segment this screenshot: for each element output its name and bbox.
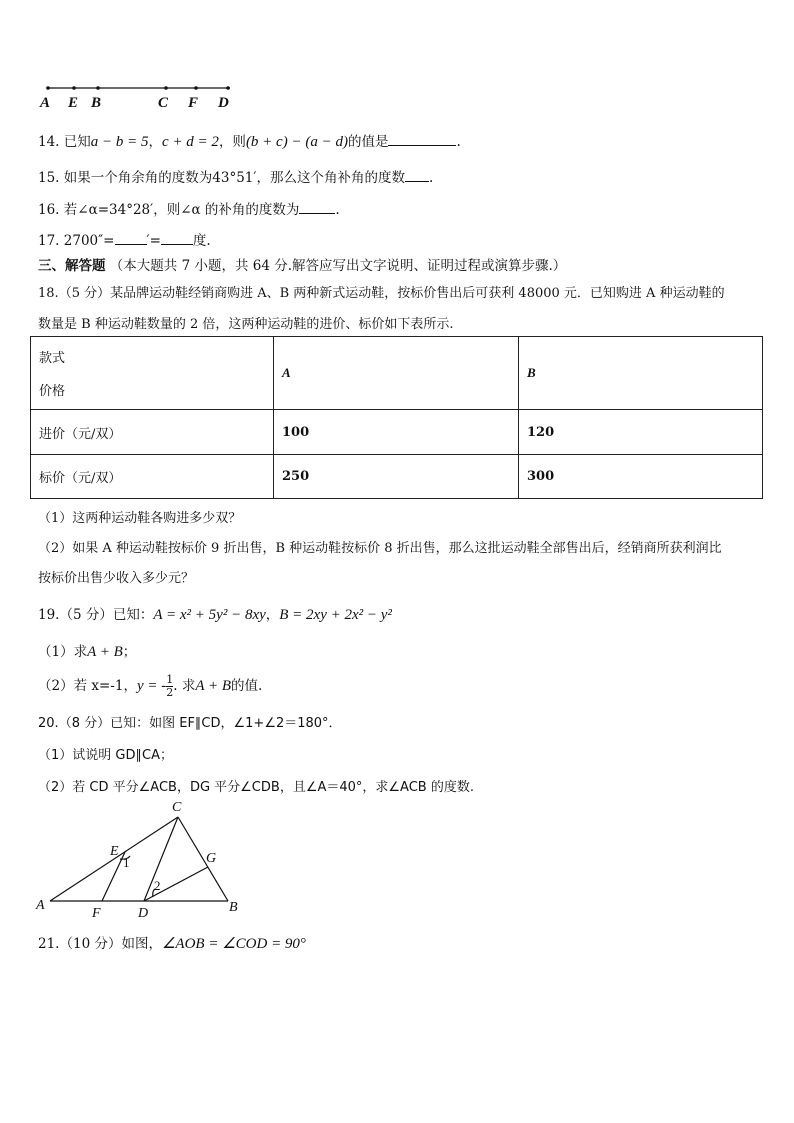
label-b: B <box>229 900 238 915</box>
question-18-sub-2-line-1 <box>38 537 722 556</box>
question-text: 某品牌运动鞋经销商购进 A、B 两种新式运动鞋，按标价售出后可获利 48000 元．已知购进 A 种运动鞋的 <box>110 286 725 301</box>
question-17 <box>38 229 211 249</box>
point-d-label: D <box>218 95 229 111</box>
table-corner-cell <box>31 337 274 410</box>
expression: A + B <box>87 644 123 660</box>
answer-blank[interactable] <box>405 167 429 182</box>
question-19-sub-1 <box>38 640 136 661</box>
fraction-denominator: 2 <box>166 686 174 699</box>
triangle-figure <box>30 798 250 922</box>
period: . <box>456 134 461 150</box>
point-a-dot <box>46 86 50 90</box>
question-score: （5 分） <box>58 286 111 301</box>
question-text: ′= <box>146 233 161 249</box>
y-value: y = - <box>136 678 167 694</box>
column-header-a: A <box>274 337 519 410</box>
label-angle-2: 2 <box>154 878 161 893</box>
question-number: 18. <box>38 286 59 301</box>
period: . <box>428 170 434 186</box>
question-20-sub-2 <box>38 776 474 795</box>
question-text: 若∠α=34°28′，则∠α 的补角的度数为 <box>63 202 300 218</box>
column-header-b: B <box>519 337 763 410</box>
price-table <box>30 336 763 499</box>
question-text: 如图， <box>121 936 162 952</box>
point-c-label: C <box>158 95 169 111</box>
label-e: E <box>110 844 119 859</box>
table-header-row <box>31 337 763 410</box>
question-number: 16. <box>38 202 60 218</box>
sub-question-text: （1）试说明 GD∥CA； <box>38 748 173 763</box>
sub-question-text: . 求 <box>173 678 196 694</box>
question-16 <box>38 198 340 218</box>
question-text: 度. <box>192 233 211 249</box>
question-number: 21. <box>38 936 60 952</box>
question-18-sub-1 <box>38 507 241 526</box>
question-14 <box>38 130 461 151</box>
section-heading <box>38 254 566 274</box>
section-title: 三、解答题 <box>38 258 106 274</box>
header-price-label: 价格 <box>39 384 66 399</box>
point-a-label: A <box>40 95 51 111</box>
number-line-figure <box>38 80 248 112</box>
point-e-dot <box>72 86 76 90</box>
sub-question-text: （2）如果 A 种运动鞋按标价 9 折出售，B 种运动鞋按标价 8 折出售，那么这批运动鞋全部售出后，经销商所获利润比 <box>38 541 722 556</box>
label-f: F <box>92 906 101 921</box>
question-18-line-2 <box>38 313 454 332</box>
point-b-dot <box>96 86 100 90</box>
question-text: 已知 <box>63 134 91 150</box>
point-d-dot <box>226 86 230 90</box>
point-f-dot <box>194 86 198 90</box>
question-text: 数量是 B 种运动鞋数量的 2 倍，这两种运动鞋的进价、标价如下表所示. <box>38 317 454 332</box>
question-20 <box>38 712 342 731</box>
sub-question-text: （1）这两种运动鞋各购进多少双？ <box>38 511 242 526</box>
point-f-label: F <box>188 95 199 111</box>
question-number: 20. <box>38 716 59 731</box>
table-row <box>31 455 763 499</box>
question-20-sub-1 <box>38 744 173 763</box>
answer-blank-minutes[interactable] <box>115 230 147 245</box>
question-number: 15. <box>38 170 60 186</box>
label-angle-1: 1 <box>123 855 130 870</box>
question-text: 已知： <box>112 607 154 623</box>
question-number: 19. <box>38 607 60 623</box>
section-note: （本大题共 7 小题，共 64 分.解答应写出文字说明、证明过程或演算步骤.） <box>109 258 567 274</box>
question-text: 的值是 <box>347 134 389 150</box>
cell-value: 250 <box>274 455 519 499</box>
point-c-dot <box>164 86 168 90</box>
expression-a: A = x² + 5y² − 8xy <box>153 607 266 623</box>
expression: ∠AOB = ∠COD = 90° <box>161 936 306 952</box>
header-style-label: 款式 <box>39 351 66 366</box>
row-label: 进价（元/双） <box>31 410 274 455</box>
segment-cd <box>144 817 178 901</box>
segment-cb <box>178 817 228 901</box>
sub-question-text: （2）若 x=-1， <box>38 678 137 694</box>
question-text: 已知：如图 EF∥CD，∠1+∠2＝180°． <box>110 716 342 731</box>
point-e-label: E <box>68 95 79 111</box>
sub-question-text: （2）若 CD 平分∠ACB，DG 平分∠CDB，且∠A＝40°，求∠ACB 的度数. <box>38 780 474 795</box>
question-18-line-1 <box>38 282 725 301</box>
cell-value: 300 <box>519 455 763 499</box>
question-text: ，则 <box>218 134 246 150</box>
answer-blank[interactable] <box>299 199 335 214</box>
expression: A + B <box>195 678 232 694</box>
sub-question-text: （1）求 <box>38 644 88 660</box>
fraction-numerator: 1 <box>166 673 174 686</box>
row-label: 标价（元/双） <box>31 455 274 499</box>
question-21 <box>38 932 306 953</box>
question-score: （5 分） <box>59 607 113 623</box>
question-number: 17. <box>38 233 60 249</box>
sub-question-text: 按标价出售少收入多少元？ <box>38 571 195 586</box>
condition-1: a − b = 5 <box>90 134 149 150</box>
question-number: 14. <box>38 134 60 150</box>
condition-2: c + d = 2 <box>162 134 219 150</box>
cell-value: 100 <box>274 410 519 455</box>
label-a: A <box>36 898 45 913</box>
point-b-label: B <box>91 95 102 111</box>
expression-b: B = 2xy + 2x² − y² <box>279 607 392 623</box>
question-text: 2700″= <box>63 233 115 249</box>
question-score: （8 分） <box>58 716 111 731</box>
table-row <box>31 410 763 455</box>
question-15 <box>38 166 433 186</box>
label-g: G <box>206 851 217 866</box>
question-score: （10 分） <box>59 936 122 952</box>
answer-blank[interactable] <box>388 131 456 146</box>
cell-value: 120 <box>519 410 763 455</box>
punctuation: ； <box>122 644 137 660</box>
sub-question-text: 的值. <box>231 678 263 694</box>
question-19 <box>38 603 392 624</box>
answer-blank-degrees[interactable] <box>161 230 193 245</box>
label-c: C <box>172 800 182 815</box>
expression: (b + c) − (a − d) <box>245 134 348 150</box>
separator: ， <box>148 134 163 150</box>
question-text: 如果一个角余角的度数为43°51′，那么这个角补角的度数 <box>63 170 405 186</box>
separator: ， <box>265 607 280 623</box>
label-d: D <box>138 906 149 921</box>
question-18-sub-2-line-2 <box>38 567 194 586</box>
question-19-sub-2 <box>38 669 262 703</box>
period: . <box>335 202 340 218</box>
